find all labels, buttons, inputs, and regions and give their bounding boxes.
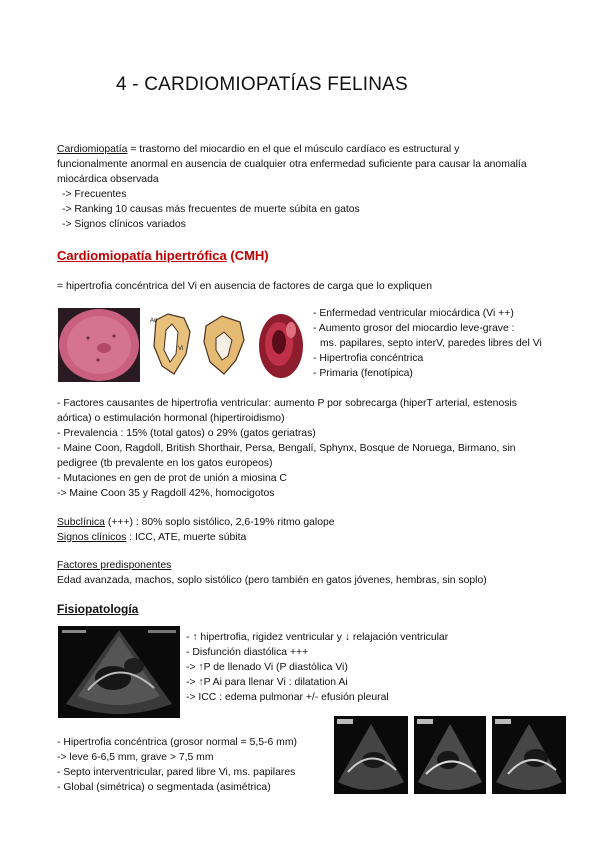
- intro-bullet: -> Signos clínicos variados: [62, 219, 186, 230]
- cmh-definition: = hipertrofia concéntrica del Vi en ausencia de factores de carga que lo expliquen: [57, 281, 432, 292]
- echo-thumbnail-3: [492, 716, 566, 794]
- hipertrofia-line: -> leve 6-6,5 mm, grave > 7,5 mm: [57, 752, 214, 763]
- cause-item: -> Maine Coon 35 y Ragdoll 42%, homocigotos: [57, 488, 275, 499]
- fisiopatologia-heading: Fisiopatología: [57, 602, 139, 616]
- subclinica-text: (+++) : 80% soplo sistólico, 2,6-19% ritmo galope: [104, 517, 335, 528]
- feature-item: ms. papilares, septo interV, paredes libres del Vi: [320, 338, 542, 349]
- cause-item: - Mutaciones en gen de prot de unión a miosina C: [57, 473, 287, 484]
- factores-text: Edad avanzada, machos, soplo sistólico (pero también en gatos jóvenes, hembras, sin soplo): [57, 575, 487, 586]
- intro-line-2: funcionalmente anormal en ausencia de cualquier otra enfermedad suficiente para causar la anomalía: [57, 159, 527, 170]
- intro-bullet: -> Ranking 10 causas más frecuentes de muerte súbita en gatos: [62, 204, 360, 215]
- hipertrofia-line: - Global (simétrica) o segmentada (asimétrica): [57, 782, 271, 793]
- heart-cross-section-photo: [58, 308, 140, 382]
- intro-line-3: miocárdica observada: [57, 174, 159, 185]
- subclinica-line: [57, 515, 335, 530]
- signos-text: : ICC, ATE, muerte súbita: [126, 532, 247, 543]
- factores-label: Factores predisponentes: [57, 560, 172, 571]
- echo-thumbnail-2: [414, 716, 486, 794]
- cause-item: - Prevalencia : 15% (total gatos) o 29% (gatos geriatras): [57, 428, 316, 439]
- fisio-line: -> ↑P Ai para llenar Vi : dilatation Ai: [186, 677, 348, 688]
- intro-line-1: [57, 142, 459, 157]
- cause-item: - Maine Coon, Ragdoll, British Shorthair, Persa, Bengalí, Sphynx, Bosque de Noruega, Birmano, sin: [57, 443, 516, 454]
- feature-item: - Hipertrofia concéntrica: [313, 353, 424, 364]
- signos-line: [57, 530, 246, 545]
- cause-item: pedigree (tb prevalente en los gatos europeos): [57, 458, 273, 469]
- heart-diagram-labeled: [148, 310, 194, 378]
- cmh-heading-abbr: (CMH): [226, 248, 269, 263]
- echo-thumbnail-1: [334, 716, 408, 794]
- subclinica-label: Subclínica: [57, 517, 105, 528]
- cause-item: - Factores causantes de hipertrofia ventricular: aumento P por sobrecarga (hiperT arterial, estenosis: [57, 398, 517, 409]
- cardiomiopatia-term: Cardiomiopatía: [57, 144, 128, 155]
- definition-text: = trastorno del miocardio en el que el músculo cardíaco es estructural y: [127, 144, 460, 155]
- fisio-line: -> ICC : edema pulmonar +/- efusión pleural: [186, 692, 389, 703]
- cause-item: aórtica) o estimulación hormonal (hipertiroidismo): [57, 413, 285, 424]
- echocardiogram-image: [58, 626, 180, 718]
- fisio-line: - ↑ hipertrofia, rigidez ventricular y ↓ relajación ventricular: [186, 632, 449, 643]
- fisio-line: -> ↑P de llenado Vi (P diastólica Vi): [186, 662, 348, 673]
- fisio-line: - Disfunción diastólica +++: [186, 647, 309, 658]
- cmh-heading: [57, 248, 269, 263]
- vi-label: Vi: [178, 346, 184, 352]
- feature-item: - Primaria (fenotípica): [313, 368, 413, 379]
- page-title: 4 - CARDIOMIOPATÍAS FELINAS: [116, 74, 408, 95]
- cmh-heading-main: Cardiomiopatía hipertrófica: [57, 248, 227, 263]
- feature-item: - Aumento grosor del miocardio leve-grave :: [313, 323, 515, 334]
- heart-diagram: [200, 312, 248, 376]
- intro-bullet: -> Frecuentes: [62, 189, 127, 200]
- hipertrofia-line: - Hipertrofia concéntrica (grosor normal = 5,5-6 mm): [57, 737, 297, 748]
- ao-label: Ao: [150, 318, 158, 324]
- signos-label: Signos clínicos: [57, 532, 127, 543]
- hipertrofia-line: - Septo interventricular, pared libre Vi, ms. papilares: [57, 767, 296, 778]
- feature-item: - Enfermedad ventricular miocárdica (Vi ++): [313, 308, 514, 319]
- heart-dissected-photo: [257, 308, 305, 380]
